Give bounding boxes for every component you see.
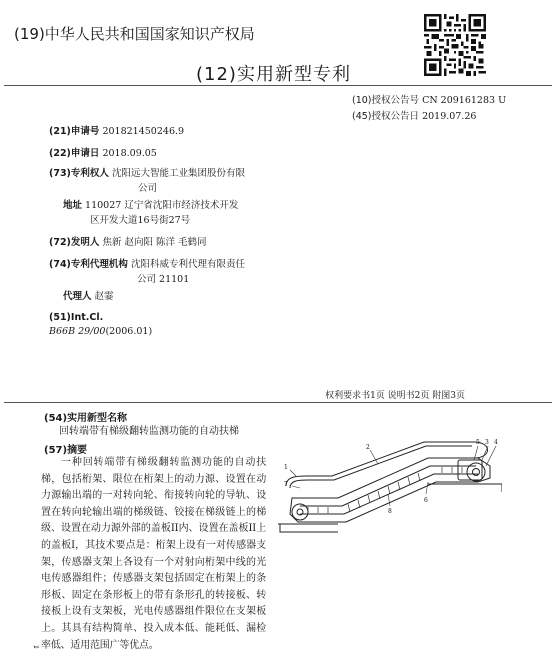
title-code: (54) [44, 413, 68, 424]
page-counts: 权利要求书1页 说明书2页 附图3页 [325, 391, 465, 401]
figure-label-1: 1 [284, 464, 288, 471]
ipc-code: (51) [49, 312, 71, 323]
ipc-class-code: B66B 29/00 [49, 326, 106, 337]
escalator-drawing [278, 436, 502, 542]
agency [49, 257, 245, 272]
figure-label-4: 6 [424, 497, 428, 504]
title-label: 实用新型名称 [67, 413, 128, 424]
agency-cont: 公司 21101 [137, 274, 190, 285]
bottom-mark: ᄃ [32, 646, 41, 656]
office-header [14, 23, 255, 44]
app-date-value: 2018.09.05 [102, 148, 157, 159]
agency-code: (74) [49, 259, 71, 270]
qr-code [424, 14, 486, 76]
pub-no-value: CN 209161283 U [422, 95, 507, 106]
ipc-class [49, 326, 152, 337]
patentee-cont: 公司 [138, 183, 158, 194]
inventor-label: 发明人 [70, 237, 100, 248]
ipc-heading [49, 310, 103, 325]
abstract-code: (57) [44, 445, 68, 456]
inventor-code: (72) [49, 237, 71, 248]
address-cont: 区开发大道16号街27号 [90, 215, 191, 226]
address-label: 地址 [63, 200, 83, 211]
app-date-code: (22) [49, 148, 71, 159]
pub-no-label: 授权公告号 [371, 95, 420, 106]
owner-label: 专利权人 [70, 168, 109, 179]
inventor-names: 焦新 赵向阳 陈洋 毛鹤同 [102, 237, 207, 248]
agency-line1: 沈阳科威专利代理有限责任 [130, 259, 245, 270]
office-name: 中华人民共和国国家知识产权局 [44, 25, 255, 43]
agent-label: 代理人 [63, 291, 92, 302]
figure-label-6: 5 [476, 439, 480, 446]
kind-name: 实用新型专利 [236, 64, 351, 85]
publication-number [352, 92, 506, 106]
pub-date-value: 2019.07.26 [422, 111, 477, 122]
header-divider [4, 85, 552, 86]
address-line1: 110027 辽宁省沈阳市经济技术开发 [85, 200, 239, 211]
publication-date [352, 108, 476, 122]
agent [63, 289, 114, 304]
utility-model-title: 回转端带有梯级翻转监测功能的自动扶梯 [59, 426, 239, 437]
app-date-label: 申请日 [70, 148, 100, 159]
kind-code: (12) [196, 64, 237, 85]
app-no-value: 201821450246.9 [102, 126, 185, 137]
figure-label-7: 3 [485, 439, 489, 446]
office-code: (19) [14, 25, 45, 43]
agency-label: 专利代理机构 [70, 259, 128, 270]
abstract-label: 摘要 [67, 445, 88, 456]
ipc-class-date: (2006.01) [105, 326, 153, 337]
patent-kind [196, 60, 351, 86]
figure-label-2: 7 [284, 481, 288, 488]
pub-no-code: (10) [352, 95, 372, 106]
app-no-label: 申请号 [70, 126, 100, 137]
pub-date-code: (45) [352, 111, 372, 122]
figure-label-8: 4 [494, 439, 498, 446]
application-number [49, 124, 184, 139]
application-date [49, 146, 157, 161]
inventors [49, 235, 207, 250]
pub-date-label: 授权公告日 [371, 111, 420, 122]
figure-label-3: 2 [366, 444, 370, 451]
figure-label-5: 8 [388, 508, 392, 515]
claims-divider [4, 402, 552, 403]
address [63, 198, 238, 213]
patentee [49, 166, 245, 181]
owner-code: (73) [49, 168, 71, 179]
app-no-code: (21) [49, 126, 71, 137]
ipc-label: Int.Cl. [70, 312, 104, 323]
abstract-text: 一种回转端带有梯级翻转监测功能的自动扶梯，包括桁架、限位在桁架上的动力源、设置在动力源输出端的一对转向轮、衔接转向轮的导轨、设置在转向轮输出端的梯级链、铰接在梯级链上的梯级、设置在动力源外部的盖板II内、设置在盖板II上的盖板I，其技术要点是：桁架上设有一对传感器支架，传感器支架上各设有一个对射向桁架中线的光电传感器组件；传感器支架包括固定在桁架上的条形板、固定在条形板上的带有条形孔的转接板、转接板上设有支架板，光电传感器组件限位在支架板上。其具有结构简单、投入成本低、能耗低、漏检率低、适用范围广等优点。 [41, 457, 266, 651]
agent-name: 赵霎 [94, 291, 114, 302]
owner-line1: 沈阳远大智能工业集团股份有限 [111, 168, 245, 179]
